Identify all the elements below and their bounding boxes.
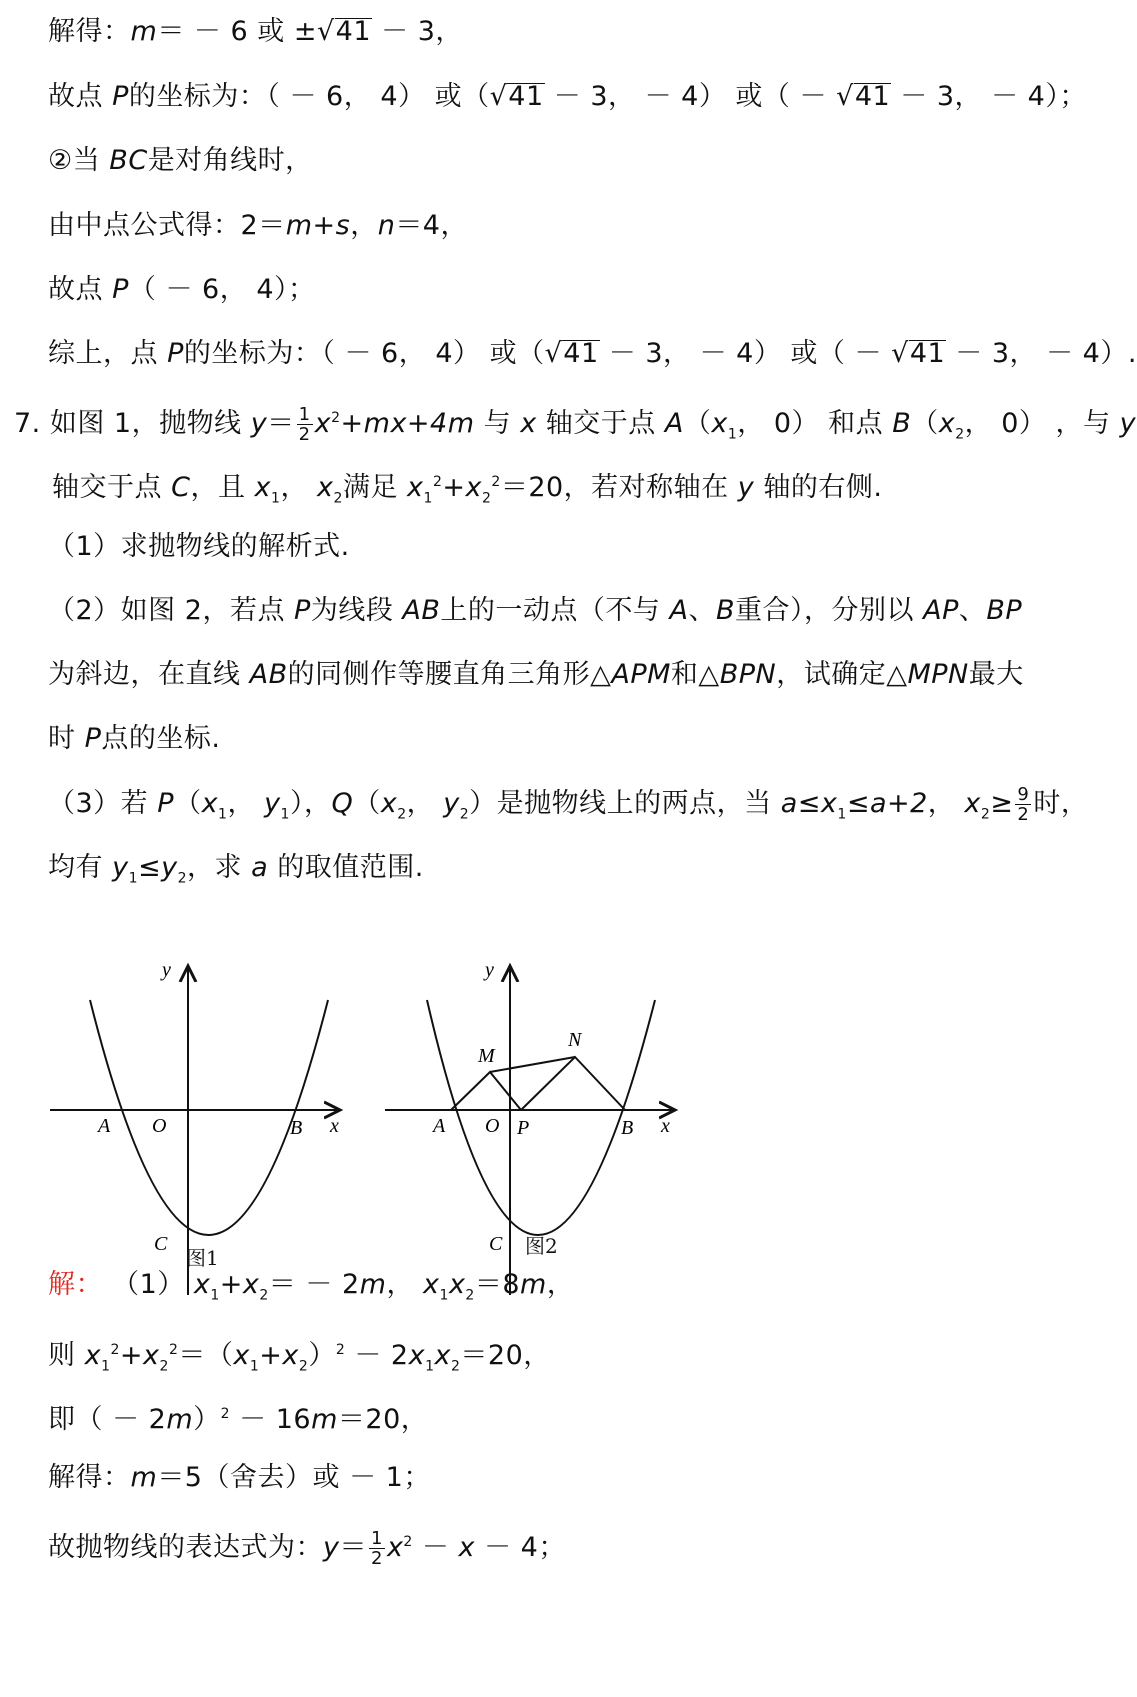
prev-line-4: 由中点公式得：2＝m+s，n＝4， (48, 210, 468, 241)
figure-2 (375, 960, 695, 1290)
fraction-nine-halves: $\frac{9}{2}$ (1017, 784, 1030, 825)
solution-line-1: 解： （1） $x_1+x_2= - 2m$， $x_1x_2=8m$， (48, 1269, 575, 1304)
question-3-line-2: 均有 $y_1\le y_2$，求 a 的取值范围. (48, 852, 424, 887)
solution-label: 解： (48, 1269, 103, 1300)
label-A: A (98, 1115, 111, 1137)
solution-line-3: 即（ － 2m）$^2$ － 16m＝20， (48, 1404, 429, 1435)
problem-line-2: 轴交于点 C，且 $x_1$， $x_2$满足 $x_1^2+x_2^2=20$，若对称轴在 y 轴的右侧. (52, 472, 883, 507)
figure-1-graph (40, 960, 360, 1280)
question-1: （1）求抛物线的解析式. (48, 531, 350, 562)
label-O: O (152, 1115, 167, 1137)
solution-line-2: 则 $x_1^2+x_2^2=(x_1+x_2)^2 - 2x_1x_2=20$， (48, 1340, 551, 1375)
triangle-BPN (521, 1057, 625, 1110)
prev-line-1: 解得：m＝ － 6 或 ±√41 － 3， (48, 16, 463, 47)
figure-1-caption: 图1 (186, 1246, 219, 1270)
fraction-one-half: $\frac{1}{2}$ (298, 404, 311, 445)
label-B: B (621, 1117, 634, 1139)
label-C: C (489, 1233, 503, 1255)
problem-line-1: 7. 如图 1，抛物线 y＝ $\frac{1}{2}$ $x^2+mx+4m$ 与 x 轴交于点 $A(x_1$， 0） 和点 $B(x_2$， 0） ，与 y (14, 404, 1137, 445)
prev-line-2: 故点 P的坐标为：（ － 6， 4） 或（√41 － 3， － 4） 或（ － √41 － 3， － 4）； (48, 81, 1087, 112)
figure-1 (40, 960, 360, 1290)
label-y: y (485, 959, 494, 981)
prev-line-3: ②当 BC是对角线时， (48, 145, 313, 176)
label-A: A (433, 1115, 446, 1137)
solution-line-4: 解得：m＝5（舍去）或 － 1； (48, 1462, 431, 1493)
solution-line-5: 故抛物线的表达式为：y＝ $\frac{1}{2}$ $x^2 - x - 4$； (48, 1528, 566, 1569)
label-M: M (478, 1045, 495, 1067)
question-2-line-1: （2）如图 2，若点 P为线段 AB上的一动点（不与 A、B重合），分别以 AP、BP (48, 595, 1023, 626)
figure-2-caption: 图2 (525, 1234, 558, 1258)
label-O: O (485, 1115, 500, 1137)
label-x: x (661, 1115, 670, 1137)
fraction-one-half: $\frac{1}{2}$ (370, 1528, 383, 1569)
question-2-line-3: 时 P点的坐标. (48, 723, 221, 754)
label-P: P (517, 1117, 530, 1139)
prev-line-6: 综上，点 P的坐标为：（ － 6， 4） 或（√41 － 3， － 4） 或（ － √41 － 3， － 4）. (48, 338, 1137, 369)
label-y: y (162, 959, 171, 981)
label-B: B (290, 1117, 303, 1139)
question-2-line-2: 为斜边，在直线 AB的同侧作等腰直角三角形△APM和△BPN，试确定△MPN最大 (48, 659, 1024, 690)
prev-line-5: 故点 P（ － 6， 4）； (48, 274, 316, 305)
question-3-line-1: （3）若 $P(x_1$， $y_1$），$Q(x_2$， $y_2$）是抛物线上的两点，当 $a\le x_1\le a+2$， $x_2\ge$ $\frac{9}{2}$ 时， (48, 784, 1089, 825)
label-C: C (154, 1233, 168, 1255)
label-x: x (330, 1115, 339, 1137)
label-N: N (568, 1029, 582, 1051)
